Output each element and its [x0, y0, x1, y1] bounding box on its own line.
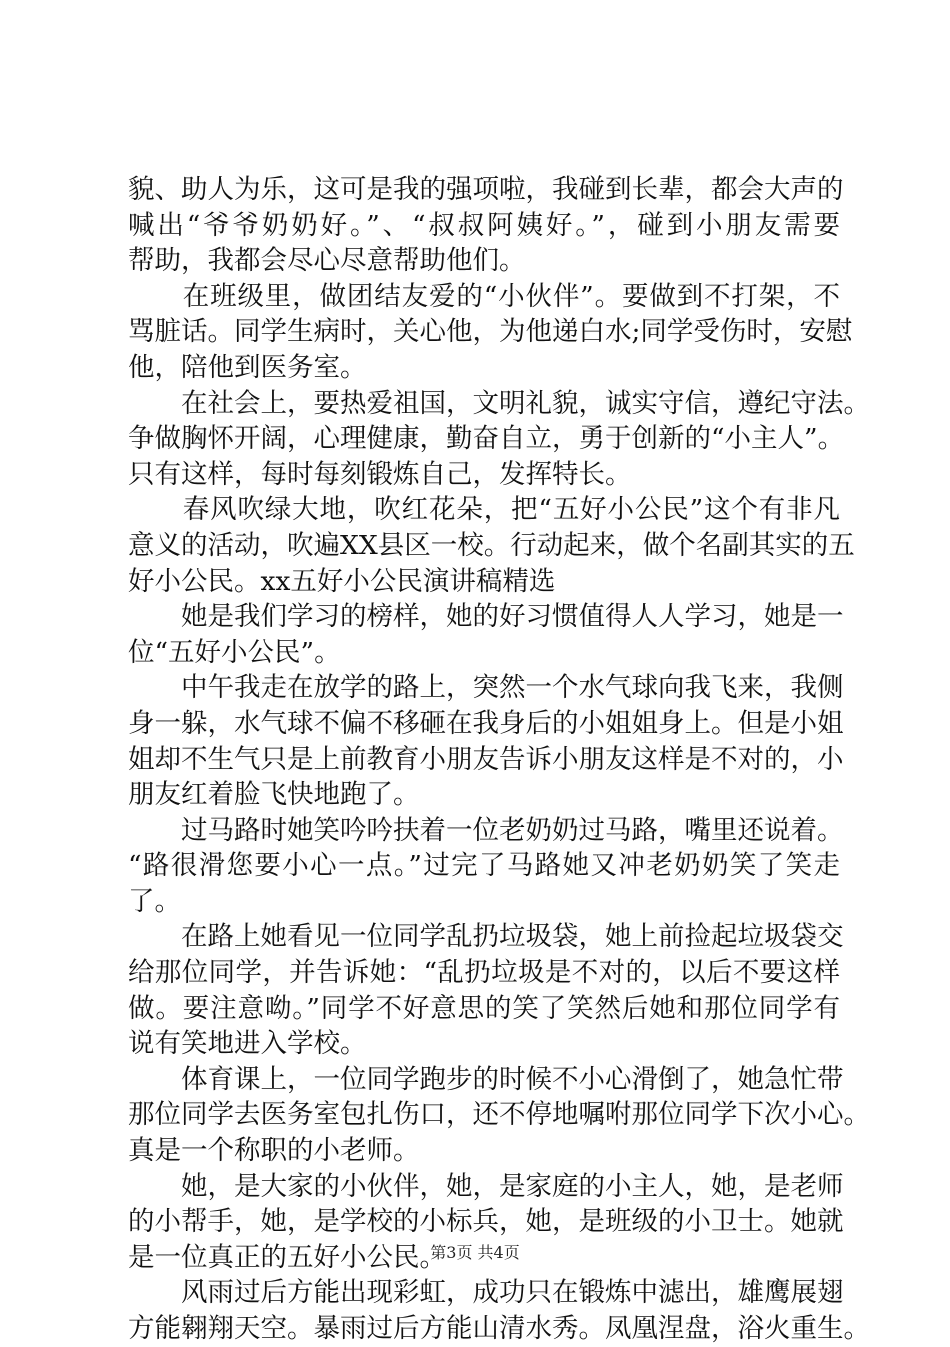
text-line: 她是我们学习的榜样，她的好习惯值得人人学习，她是一: [128, 601, 844, 633]
text-line: 中午我走在放学的路上，突然一个水气球向我飞来，我侧: [128, 672, 844, 704]
text-line: 喊出“爷爷奶奶好。”、“叔叔阿姨好。”，碰到小朋友需要: [128, 209, 840, 241]
text-line: “路很滑您要小心一点。”过完了马路她又冲老奶奶笑了笑走: [128, 850, 840, 882]
text-line: 位“五好小公民”。: [128, 636, 341, 668]
document-body: [128, 172, 870, 1347]
text-line: 的小帮手，她，是学校的小标兵，她，是班级的小卫士。她就: [128, 1206, 844, 1238]
text-line: 了。: [128, 885, 181, 917]
text-line: 方能翱翔天空。暴雨过后方能山清水秀。凤凰涅盘，浴火重生。: [128, 1313, 870, 1344]
text-line: 骂脏话。同学生病时，关心他，为他递白水;同学受伤时，安慰: [128, 316, 853, 348]
text-line: 只有这样，每时每刻锻炼自己，发挥特长。: [128, 458, 632, 490]
text-line: 好小公民。xx五好小公民演讲稿精选: [128, 565, 556, 597]
text-line: 意义的活动，吹遍XX县区一校。行动起来，做个名副其实的五: [128, 529, 855, 561]
text-line: 过马路时她笑吟吟扶着一位老奶奶过马路，嘴里还说着。: [128, 814, 844, 846]
text-line: 身一躲，水气球不偏不移砸在我身后的小姐姐身上。但是小姐: [128, 707, 844, 739]
text-line: 她，是大家的小伙伴，她，是家庭的小主人，她，是老师: [128, 1170, 844, 1202]
text-line: 风雨过后方能出现彩虹，成功只在锻炼中滤出，雄鹰展翅: [128, 1277, 844, 1309]
text-line: 在社会上，要热爱祖国，文明礼貌，诚实守信，遵纪守法。: [128, 387, 870, 419]
text-line: 做。要注意呦。”同学不好意思的笑了笑然后她和那位同学有: [128, 992, 840, 1024]
text-line: 说有笑地进入学校。: [128, 1028, 367, 1060]
text-line: 春风吹绿大地，吹红花朵，把“五好小公民”这个有非凡: [128, 494, 840, 526]
text-line: 给那位同学，并告诉她：“乱扔垃圾是不对的，以后不要这样: [128, 957, 840, 989]
text-line: 那位同学去医务室包扎伤口，还不停地嘱咐那位同学下次小心。: [128, 1099, 870, 1131]
page-footer: 第3页 共4页: [430, 1243, 520, 1262]
text-line: 争做胸怀开阔，心理健康，勤奋自立，勇于创新的“小主人”。: [128, 423, 845, 455]
text-line: 在班级里，做团结友爱的“小伙伴”。要做到不打架，不: [128, 280, 840, 312]
text-line: 在路上她看见一位同学乱扔垃圾袋，她上前捡起垃圾袋交: [128, 921, 844, 953]
text-line: 他，陪他到医务室。: [128, 351, 367, 383]
text-line: 帮助，我都会尽心尽意帮助他们。: [128, 245, 526, 277]
text-line: 体育课上，一位同学跑步的时候不小心滑倒了，她急忙带: [128, 1063, 844, 1095]
text-line: 貌、助人为乐，这可是我的强项啦，我碰到长辈，都会大声的: [128, 174, 844, 205]
text-line: 朋友红着脸飞快地跑了。: [128, 779, 420, 811]
text-line: 真是一个称职的小老师。: [128, 1135, 420, 1167]
text-line: 是一位真正的五好小公民。: [128, 1241, 446, 1273]
text-line: 姐却不生气只是上前教育小朋友告诉小朋友这样是不对的，小: [128, 743, 844, 775]
